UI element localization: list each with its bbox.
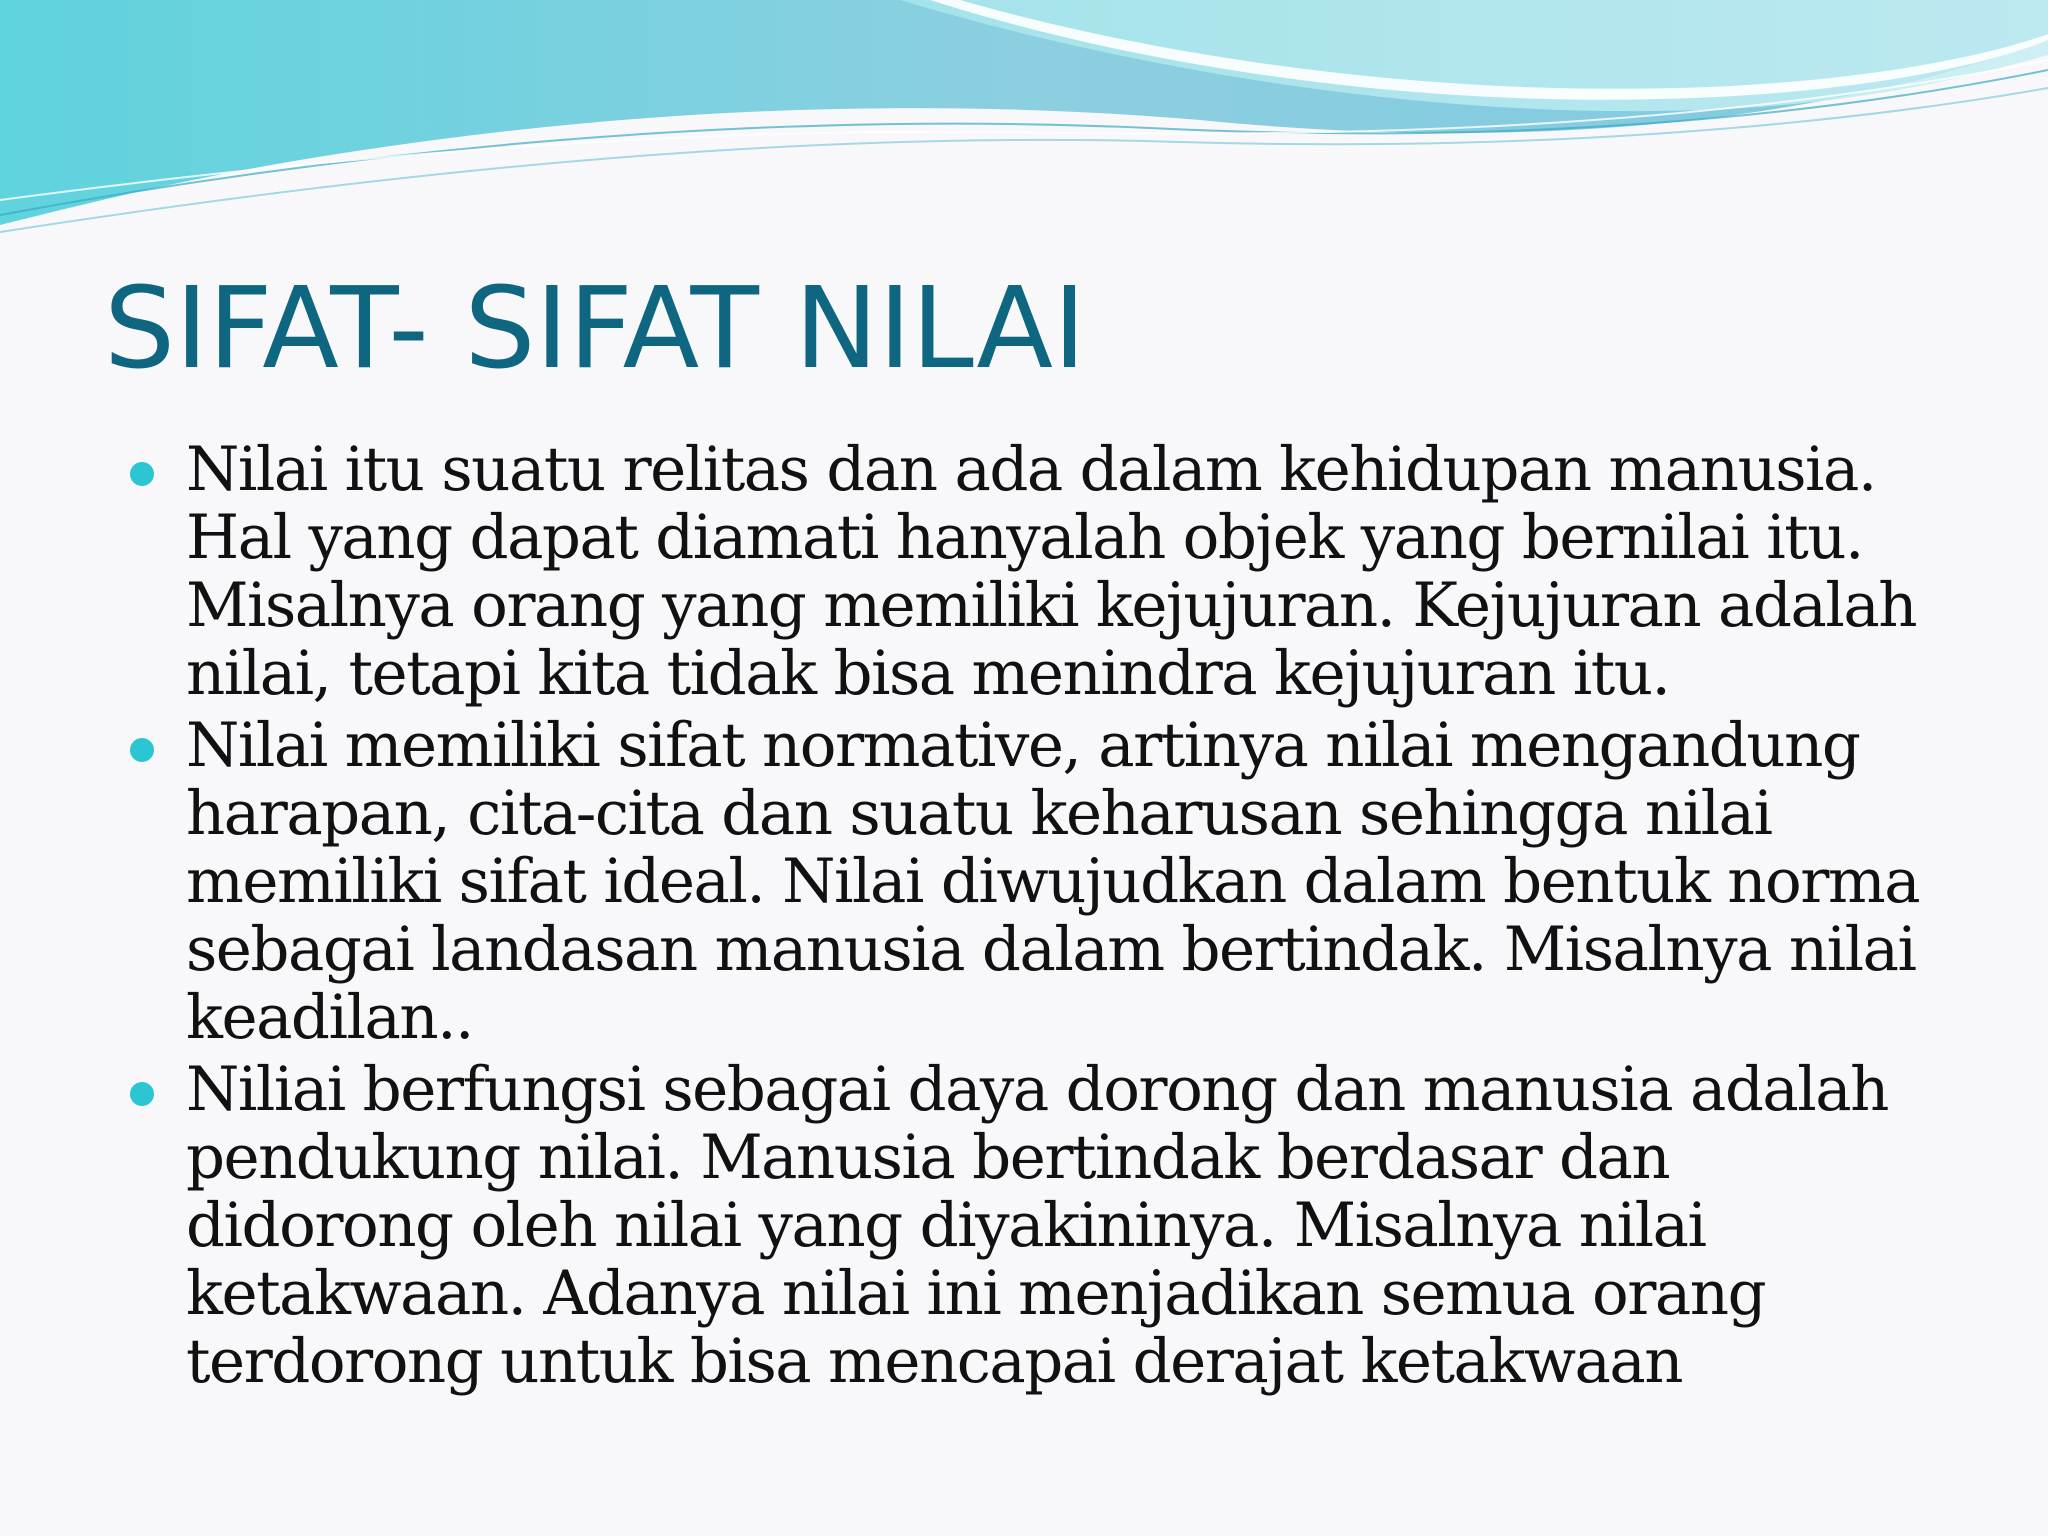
bullet-line: keadilan.. <box>186 982 473 1053</box>
bullet-line: memiliki sifat ideal. Nilai diwujudkan dalam bentuk norma <box>186 846 1920 917</box>
bullet-line: Niliai berfungsi sebagai daya dorong dan manusia adalah <box>186 1054 1888 1125</box>
bullet-text <box>186 712 1988 1052</box>
bullet-line: harapan, cita-cita dan suatu keharusan sehingga nilai <box>186 778 1772 849</box>
bullet-item <box>0 1056 2048 1396</box>
bullet-line: terdorong untuk bisa mencapai derajat ketakwaan <box>186 1326 1683 1397</box>
bullet-dot-icon <box>130 738 154 762</box>
bullet-list <box>0 436 2048 1396</box>
bullet-item <box>0 712 2048 1052</box>
bullet-line: sebagai landasan manusia dalam bertindak. Misalnya nilai <box>186 914 1916 985</box>
bullet-dot-icon <box>130 1082 154 1106</box>
slide-title: SIFAT- SIFAT NILAI <box>104 264 1086 394</box>
bullet-line: didorong oleh nilai yang diyakininya. Misalnya nilai <box>186 1190 1706 1261</box>
bullet-line: Hal yang dapat diamati hanyalah objek yang bernilai itu. <box>186 502 1863 573</box>
bullet-line: nilai, tetapi kita tidak bisa menindra kejujuran itu. <box>186 638 1670 709</box>
bullet-line: ketakwaan. Adanya nilai ini menjadikan semua orang <box>186 1258 1766 1329</box>
bullet-line: pendukung nilai. Manusia bertindak berdasar dan <box>186 1122 1670 1193</box>
bullet-line: Nilai itu suatu relitas dan ada dalam kehidupan manusia. <box>186 434 1876 505</box>
bullet-text <box>186 1056 1988 1396</box>
bullet-text <box>186 436 1988 708</box>
bullet-line: Nilai memiliki sifat normative, artinya nilai mengandung <box>186 710 1860 781</box>
bullet-line: Misalnya orang yang memiliki kejujuran. Kejujuran adalah <box>186 570 1917 641</box>
bullet-dot-icon <box>130 462 154 486</box>
bullet-item <box>0 436 2048 708</box>
wave-header-decoration <box>0 0 2048 260</box>
